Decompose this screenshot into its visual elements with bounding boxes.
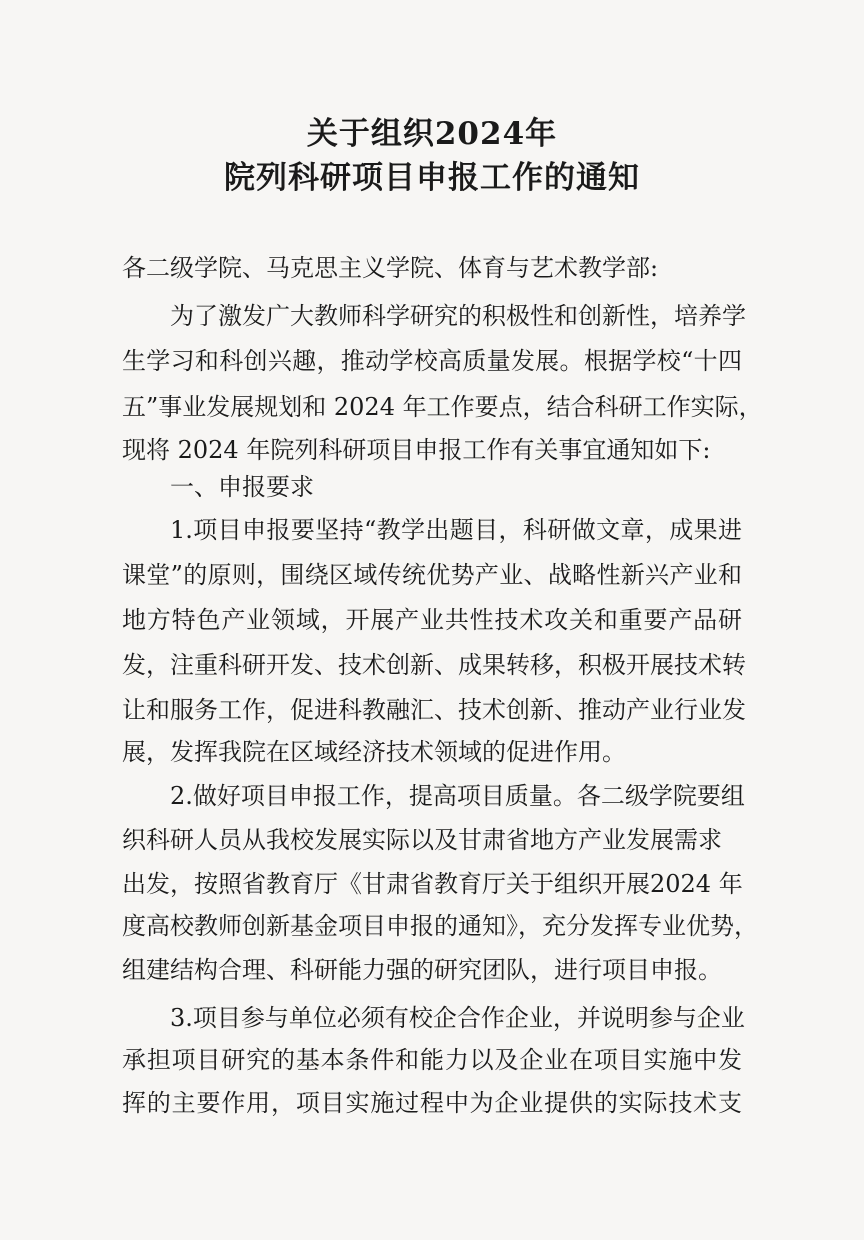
body-line: 让和服务工作，促进科教融汇、技术创新、推动产业行业发 bbox=[122, 696, 746, 724]
body-line: 织科研人员从我校发展实际以及甘肃省地方产业发展需求 bbox=[122, 826, 722, 854]
body-line: 五”事业发展规划和 2024 年工作要点，结合科研工作实际， bbox=[122, 393, 763, 421]
section-heading: 一、申报要求 bbox=[170, 473, 314, 501]
body-line: 3.项目参与单位必须有校企合作企业，并说明参与企业 bbox=[170, 1004, 745, 1032]
body-line: 展，发挥我院在区域经济技术领域的促进作用。 bbox=[122, 738, 626, 766]
body-line: 挥的主要作用，项目实施过程中为企业提供的实际技术支 bbox=[122, 1089, 742, 1117]
body-line: 为了激发广大教师科学研究的积极性和创新性，培养学 bbox=[170, 302, 746, 330]
body-line: 出发，按照省教育厅《甘肃省教育厅关于组织开展2024 年 bbox=[122, 870, 743, 898]
body-line: 发，注重科研开发、技术创新、成果转移，积极开展技术转 bbox=[122, 651, 746, 679]
document-title-line-1: 关于组织2024年 bbox=[306, 116, 558, 152]
document-title-line-2: 院列科研项目申报工作的通知 bbox=[224, 160, 640, 196]
body-line: 1.项目申报要坚持“教学出题目，科研做文章，成果进 bbox=[170, 516, 742, 544]
body-line: 现将 2024 年院列科研项目申报工作有关事宜通知如下: bbox=[122, 436, 711, 464]
body-line: 生学习和科创兴趣，推动学校高质量发展。根据学校“十四 bbox=[122, 347, 742, 375]
salutation: 各二级学院、马克思主义学院、体育与艺术教学部: bbox=[122, 254, 659, 282]
body-line: 承担项目研究的基本条件和能力以及企业在项目实施中发 bbox=[122, 1046, 742, 1074]
body-line: 度高校教师创新基金项目申报的通知》，充分发挥专业优势， bbox=[122, 912, 758, 940]
body-line: 2.做好项目申报工作，提高项目质量。各二级学院要组 bbox=[170, 782, 745, 810]
body-line: 组建结构合理、科研能力强的研究团队，进行项目申报。 bbox=[122, 956, 722, 984]
body-line: 地方特色产业领域，开展产业共性技术攻关和重要产品研 bbox=[122, 606, 742, 634]
body-line: 课堂”的原则，围绕区域传统优势产业、战略性新兴产业和 bbox=[122, 561, 742, 589]
